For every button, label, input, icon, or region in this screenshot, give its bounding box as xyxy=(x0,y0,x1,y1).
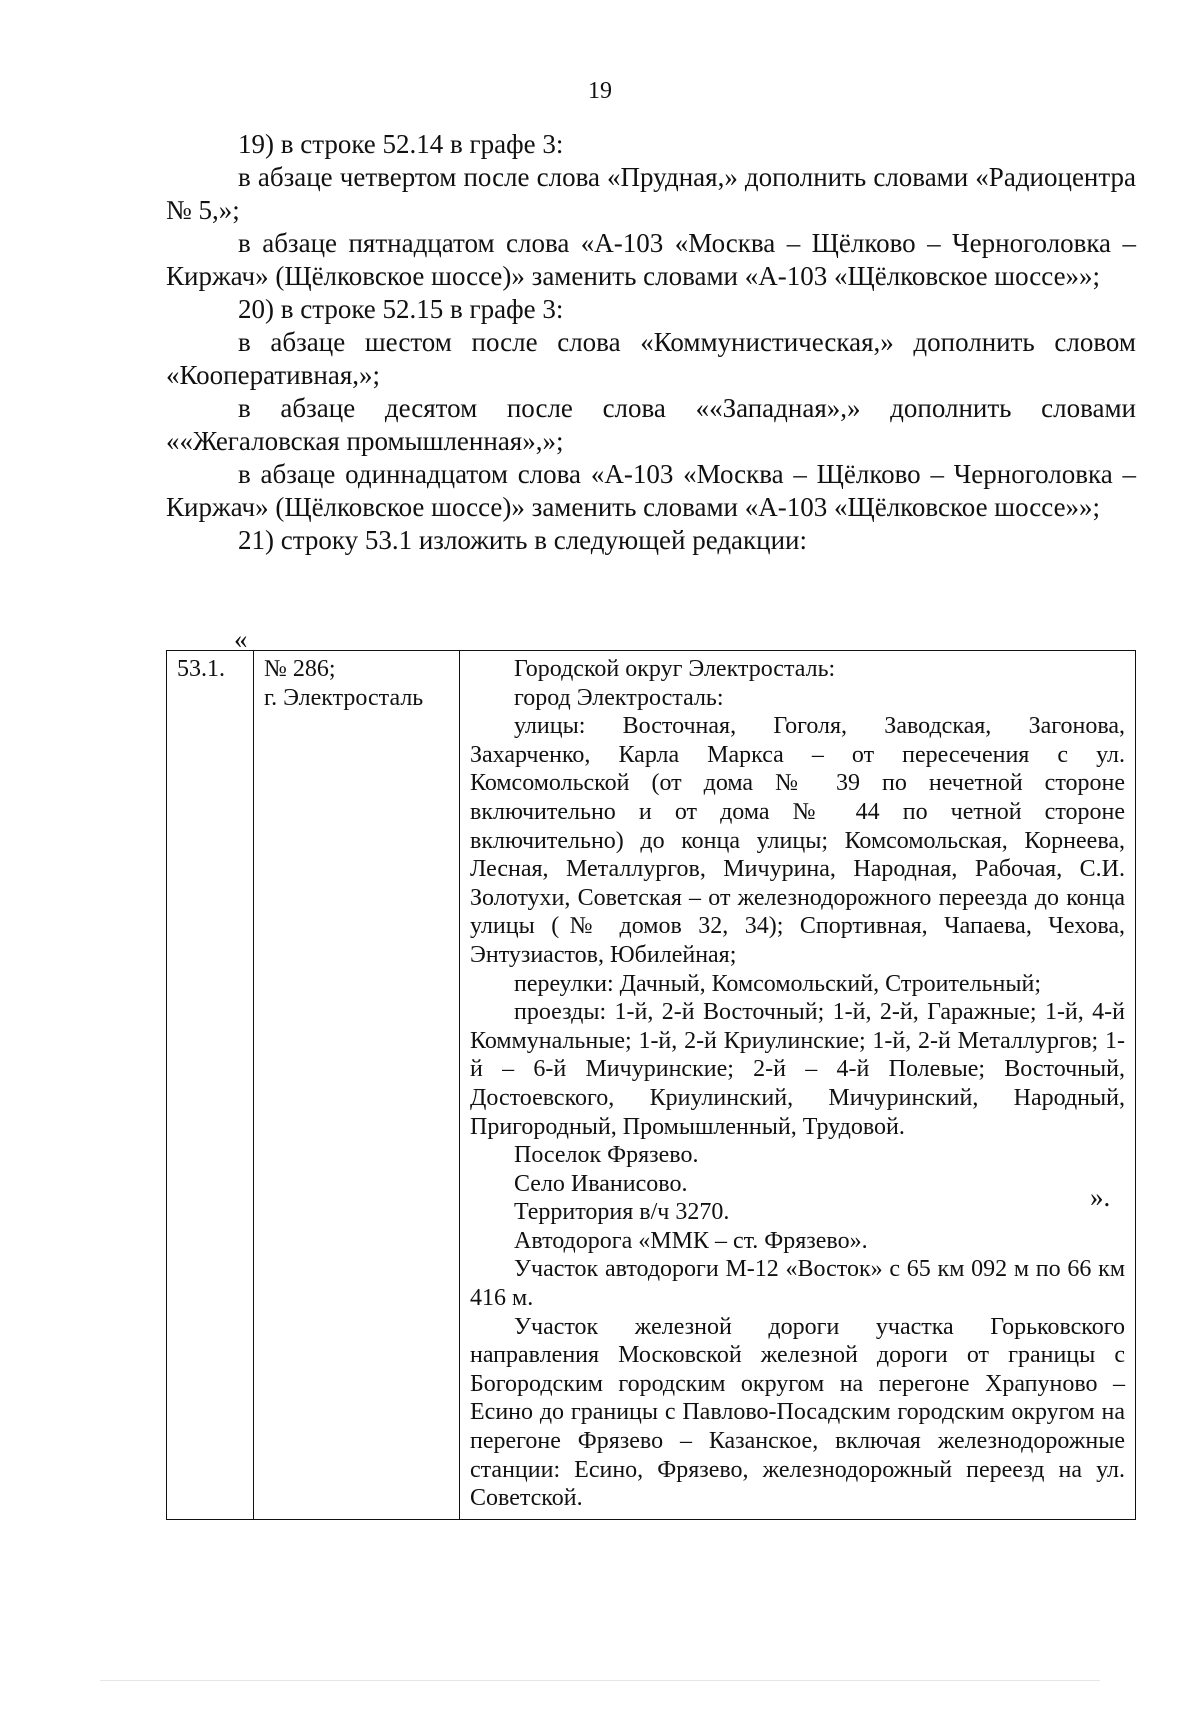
closing-quote: ». xyxy=(1090,1182,1111,1212)
district-city: г. Электросталь xyxy=(264,684,424,711)
paragraph-item-21: 21) строку 53.1 изложить в следующей редакции: xyxy=(238,525,808,555)
territory-road-section: Участок автодороги М-12 «Восток» с 65 км 092 м по 66 км 416 м. xyxy=(470,1256,1125,1312)
territory-passages: проезды: 1-й, 2-й Восточный; 1-й, 2-й, Гаражные; 1-й, 4-й Коммунальные; 1-й, 2-й Криулинские; 1-й, 2-й Металлургов; 1-й – 6-й Мичуринские; 2-й – 4-й Полевые; Восточный, Достоевского, Криулинский, Мичуринский, Народный, Пригородный, Промышленный, Трудовой. xyxy=(470,999,1125,1140)
paragraph-abzac-10: в абзаце десятом после слова ««Западная»,» дополнить словами ««Жегаловская промышленная»,»; xyxy=(166,393,1136,456)
paragraph-abzac-6: в абзаце шестом после слова «Коммунистическая,» дополнить словом «Кооперативная,»; xyxy=(166,327,1136,390)
paragraph-abzac-4: в абзаце четвертом после слова «Прудная,» дополнить словами «Радиоцентра № 5,»; xyxy=(166,162,1136,225)
row-number-cell: 53.1. xyxy=(167,651,254,1520)
territory-line: Городской округ Электросталь: xyxy=(514,656,836,682)
territory-railway-section: Участок железной дороги участка Горьковского направления Московской железной дороги от границы с Богородским городским округом на перегоне Храпуново – Есино до границы с Павлово-Посадским городским округом на перегоне Фрязево – Казанское, включая железнодорожные станции: Есино, Фрязево, железнодорожный переезд на ул. Советской. xyxy=(470,1313,1125,1512)
paragraph-abzac-11: в абзаце одиннадцатом слова «А-103 «Москва – Щёлково – Черноголовка – Киржач» (Щёлковское шоссе)» заменить словами «А-103 «Щёлковское шоссе»»; xyxy=(166,459,1136,522)
territory-lanes: переулки: Дачный, Комсомольский, Строительный; xyxy=(514,970,1041,997)
territory-line: город Электросталь: xyxy=(514,684,724,711)
territory-streets: улицы: Восточная, Гоголя, Заводская, Загонова, Захарченко, Карла Маркса – от пересечения с ул. Комсомольской (от дома № 39 по нечетной стороне включительно и от дома № 44 по четной стороне включительно) до конца улицы; Комсомольская, Корнеева, Лесная, Металлургов, Мичурина, Народная, Рабочая, С.И. Золотухи, Советская – от железнодорожного переезда до конца улицы (№ домов 32, 34); Спортивная, Чапаева, Чехова, Энтузиастов, Юбилейная; xyxy=(470,713,1125,968)
paragraph-abzac-15: в абзаце пятнадцатом слова «А-103 «Москва – Щёлково – Черноголовка – Киржач» (Щёлковское шоссе)» заменить словами «А-103 «Щёлковское шоссе»»; xyxy=(166,228,1136,291)
page-number: 19 xyxy=(588,78,612,104)
territory-line: Автодорога «ММК – ст. Фрязево». xyxy=(514,1227,868,1254)
opening-quote: « xyxy=(234,624,248,654)
scan-artifact-divider xyxy=(100,1680,1100,1681)
district-number: № 286; xyxy=(264,656,336,682)
document-body xyxy=(166,128,1136,557)
table-row xyxy=(167,651,1136,1520)
paragraph-item-19: 19) в строке 52.14 в графе 3: xyxy=(238,129,564,159)
territory-cell xyxy=(460,651,1136,1520)
territory-line: Село Иванисово. xyxy=(514,1170,688,1197)
territory-line: Поселок Фрязево. xyxy=(514,1142,699,1169)
territory-line: Территория в/ч 3270. xyxy=(514,1199,730,1226)
district-cell xyxy=(254,651,460,1520)
amendment-table xyxy=(166,650,1136,1520)
paragraph-item-20: 20) в строке 52.15 в графе 3: xyxy=(238,294,564,324)
